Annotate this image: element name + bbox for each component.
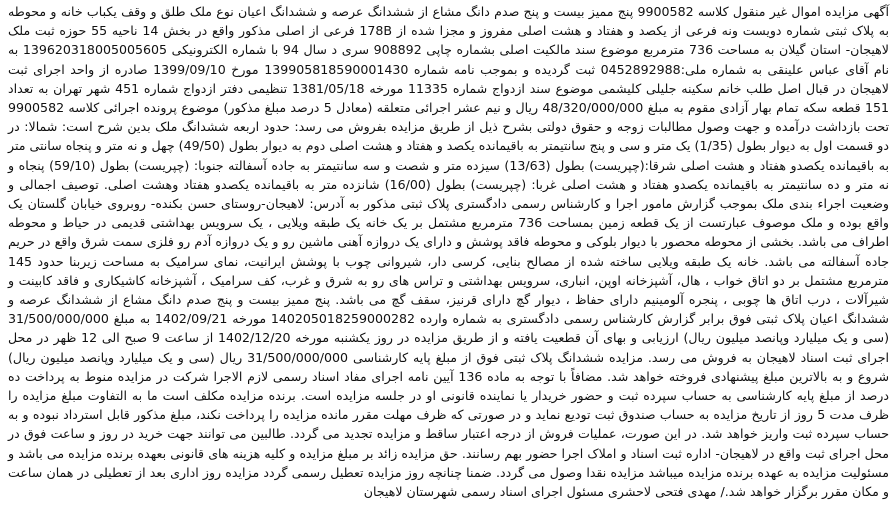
- auction-notice-text: آگهی مزایده اموال غیر منقول کلاسه 9900582 پنج ممیز بیست و پنج صدم دانگ مشاع از ششدانگ عرصه و ششدانگ اعیان نوع ملک طلق و وقف یکباب خانه و محوطه به پلاک ثبتی شماره دویست ونه فرعی از یکصد و هفتاد و هشت اصلی مفروز و مجزا شده از 178B فرعی از اصلی مذکور واقع در بخش 14 ناحیه 55 حوزه ثبت ملک لاهیجان- استان گیلان به مساحت 736 مترمربع موضوع سند مالکیت اصلی بشماره چاپی 908892 سری د سال 94 با شماره الکترونیکی 139620318005005605 به نام آقای عباس علینقی به شماره ملی:0452892988 ثبت گردیده و بموجب نامه شماره 139905818590001430 مورخ 1399/09/10 صادره از واحد اجرای ثبت لاهیجان در قبال اصل طلب خانم سکینه جلیلی کلیشمی موضوع سند ازدواج شماره 11335 مورخه 1381/05/18 تنظیمی دفتر ازدواج شماره 451 شهر تهران به تعداد 151 قطعه سکه تمام بهار آزادی مقوم به مبلغ 48/320/000/000 ریال و نیم عشر اجرائی متعلقه (معادل 5 درصد مبلغ مذکور) موضوع پرونده اجرائی کلاسه 9900582 تحت بازداشت درآمده و جهت وصول مطالبات زوجه و حقوق دولتی بشرح ذیل از طریق مزایده بفروش می رسد: حدود اربعه ششدانگ ملک بدین شرح است: شمالا: در دو قسمت اول به دیوار بطول (1/35) یک متر و سی و پنج سانتیمتر به باقیمانده یکصد و هفتاد و هشت اصلی دوم به دیوار بطول (49/50) چهل و نه متر و پنجاه سانتی متر به باقیمانده یکصدو هفتاد و هشت اصلی شرقا:(چپریست) بطول (13/63) سیزده متر و شصت و سه سانتیمتر به جاده آسفالته جنوبا: (چپریست) بطول (59/10) پنجاه و نه متر و ده سانتیمتر به باقیمانده یکصدو هفتاد و هشت اصلی غربا: (چپریست) بطول (16/00) شانزده متر به باقیمانده یکصدو هفتاد وهشت اصلی. توصیف اجمالی و وضعیت اجراء بندی ملک بموجب گزارش مامور اجرا و کارشناس رسمی دادگستری پلاک ثبتی مذکور به آدرس: لاهیجان-روستای حسن بکنده- روبروی خیابان گلستان یک واقع بوده و ملک موصوف عبارتست از یک قطعه زمین بمساحت 736 مترمربع مشتمل بر یک خانه یک طبقه ویلایی ، یک سرویس بهداشتی قدیمی در حیاط و محوطه اطراف می باشد. بخشی از محوطه محصور با دیوار بلوکی و محوطه فاقد پوشش و دارای یک دروازه آهنی ماشین رو و یک دروازه آدم رو فلزی سمت شرق واقع در حریم جاده آسفالته می باشد. خانه یک طبقه ویلایی ساخته شده از مصالح بنایی، کرسی دار، شیروانی چوب با پوشش ایرانیت، نمای سرامیک به مساحت زیربنا حدود 145 مترمربع مشتمل بر دو اتاق خواب ، هال، آشپزخانه اوپن، انباری، سرویس بهداشتی و تراس های رو به شرق و غرب، کف سرامیک ، آشپزخانه کاشیکاری و فاقد کابینت و شیرآلات ، درب اتاق ها چوبی ، پنجره آلومینیم دارای حفاظ ، دیوار گچ دارای قرنیز، سقف گچ می باشد. پنج ممیز بیست و پنج صدم دانگ مشاع از ششدانگ عرصه و ششدانگ اعیان پلاک ثبتی فوق برابر گزارش کارشناس رسمی دادگستری به شماره وارده 140205018259000282 مورخه 1402/09/21 به مبلغ 31/500/000/000 (سی و یک میلیارد وپانصد میلیون ریال) ارزیابی و بهای آن قطعیت یافته و از طریق مزایده در روز یکشنبه مورخه 1402/12/20 از ساعت 9 صبح الی 12 ظهر در محل اجرای ثبت اسناد لاهیجان به فروش می رسد. مزایده ششدانگ پلاک ثبتی فوق از مبلغ پایه کارشناسی 31/500/000/000 ریال (سی و یک میلیارد وپانصد میلیون ریال) شروع و به بالاترین مبلغ پیشنهادی فروخته خواهد شد. مضافاً با توجه به ماده 136 آیین نامه اجرای مفاد اسناد رسمی لازم الاجرا شرکت در مزایده منوط به پرداخت ده درصد از مبلغ پایه کارشناسی به حساب سپرده ثبت و حضور خریدار یا نماینده قانونی او در جلسه مزایده است. برنده مزایده مکلف است ما به التفاوت مبلغ مزایده را ظرف مدت 5 روز از تاریخ مزایده به حساب صندوق ثبت تودیع نماید و در صورتی که ظرف مهلت مقرر مانده مزایده را پرداخت نکند، مبلغ مذکور قابل استرداد نبوده و به حساب سپرده ثبت واریز خواهد شد. در این صورت، عملیات فروش از درجه اعتبار ساقط و مزایده تجدید می گردد. طالبین می توانند جهت خرید در روز و ساعت فوق در محل اجرای ثبت واقع در لاهیجان- اداره ثبت اسناد و املاک اجرا حضور بهم رسانند. حق مزایده زائد بر مبلغ مزایده و کلیه هزینه های قانونی بعهده برنده مزایده می باشد و مسئولیت مزایده به عهده برنده مزایده میباشد مزایده نقدا وصول می گردد. ضمنا چنانچه روز مزایده تعطیل رسمی گردد مزایده روز اداری بعد از تعطیلی در همان ساعت و مکان مقرر برگزار خواهد شد./ مهدی فتحی لاحشری مسئول اجرای اسناد رسمی شهرستان لاهیجان: [8, 4, 890, 500]
